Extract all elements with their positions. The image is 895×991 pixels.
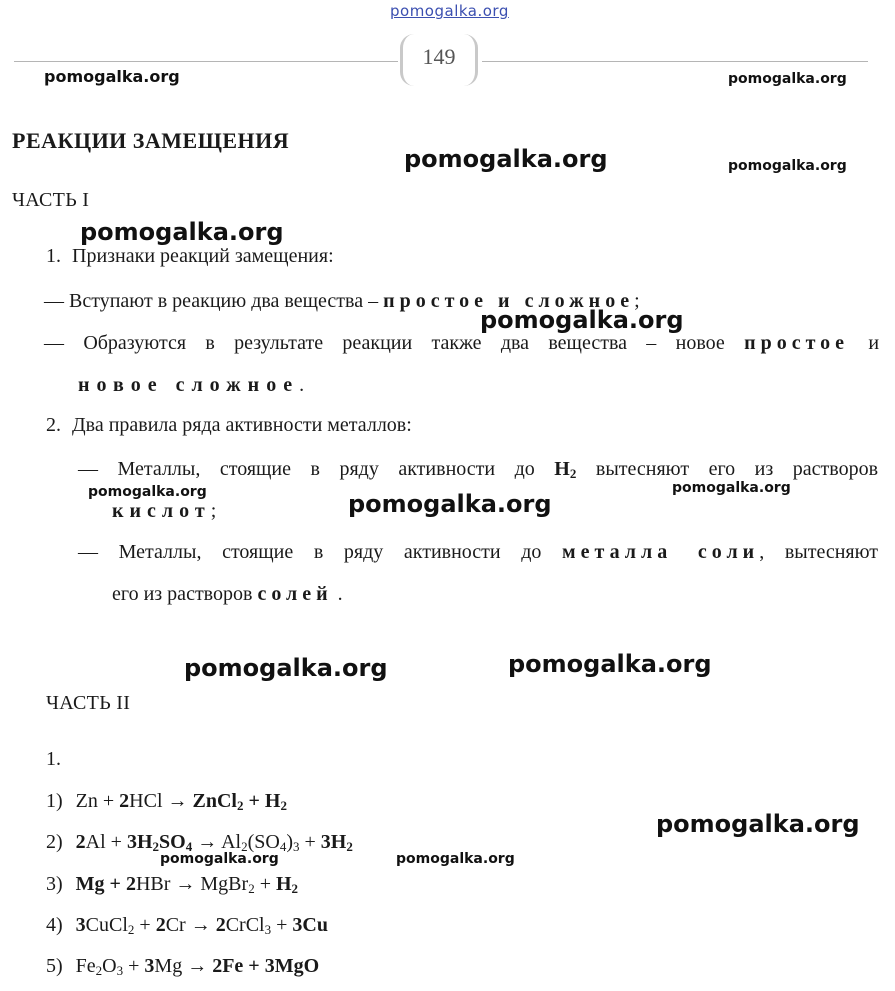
- header-rule-right: [482, 61, 868, 62]
- equation-5: [46, 955, 319, 979]
- equation-3-formula: Mg + 2HBr → MgBr$_2$ + $H_2$: [75, 873, 299, 896]
- bullet-1-dash: —: [44, 290, 64, 312]
- rule-2-answer-2: солей: [257, 583, 333, 605]
- rule-2-end: .: [337, 583, 343, 605]
- question-1: [46, 245, 334, 268]
- watermark-11: pomogalka.org: [160, 851, 279, 867]
- rule-2-text-2: , вытесняют: [759, 541, 879, 563]
- question-1-text: Признаки реакций замещения:: [72, 245, 334, 267]
- rule-1-end: ;: [210, 500, 217, 522]
- watermark-12: pomogalka.org: [396, 851, 515, 867]
- bullet-2-line-2: [78, 374, 304, 397]
- bullet-1-end: ;: [634, 290, 640, 312]
- page-number: 149: [400, 34, 478, 86]
- rule-2-dash: —: [78, 541, 98, 563]
- watermark-6: pomogalka.org: [672, 480, 791, 496]
- bullet-2-dash: —: [44, 332, 64, 354]
- equation-1: [46, 790, 287, 814]
- equation-5-number: 5): [46, 955, 63, 977]
- equation-1-number: 1): [46, 790, 63, 812]
- watermark-8: pomogalka.org: [184, 654, 388, 682]
- rule-1-h: H: [554, 458, 570, 480]
- watermark-5: pomogalka.org: [88, 484, 207, 500]
- equation-5-formula: $Fe_2O_3 + 3Mg \to 2Fe + 3MgO$: [75, 955, 320, 978]
- rule-2-text-3: его из растворов: [112, 583, 253, 605]
- question-1-number: 1.: [46, 245, 61, 267]
- rule-2-text: Металлы, стоящие в ряду активности до: [118, 541, 542, 563]
- rule-1-h-sub: 2: [569, 466, 577, 481]
- page-title: РЕАКЦИИ ЗАМЕЩЕНИЯ: [12, 128, 290, 153]
- header-rule-left: [14, 61, 398, 62]
- rule-1-text-2: вытесняют его из растворов: [595, 458, 879, 480]
- bullet-2-end: .: [299, 374, 305, 396]
- watermark-top[interactable]: pomogalka.org: [390, 2, 509, 20]
- rule-1-line-2: [112, 500, 216, 523]
- watermark-10: pomogalka.org: [656, 810, 860, 838]
- rule-2-line-1: [78, 541, 878, 564]
- equation-4: [46, 914, 328, 938]
- part1-heading: ЧАСТЬ I: [12, 189, 90, 211]
- rule-2-answer: металла соли: [562, 541, 760, 563]
- watermark-3: pomogalka.org: [80, 218, 284, 246]
- equation-4-number: 4): [46, 914, 63, 936]
- question-2-text: Два правила ряда активности металлов:: [72, 414, 412, 436]
- bullet-2-line-1: [44, 332, 879, 355]
- watermark-4: pomogalka.org: [480, 306, 684, 334]
- watermark-header-right: pomogalka.org: [728, 71, 847, 87]
- question-2: [46, 414, 412, 437]
- equation-4-formula: 3CuCl$_2$ + 2Cr → 2CrCl$_3$ + 3Cu: [75, 914, 328, 937]
- equation-3-number: 3): [46, 873, 63, 895]
- part2-heading: ЧАСТЬ II: [46, 692, 131, 714]
- watermark-7: pomogalka.org: [348, 490, 552, 518]
- rule-1-dash: —: [78, 458, 98, 480]
- bullet-2-and: и: [868, 332, 880, 354]
- watermark-2: pomogalka.org: [728, 158, 847, 174]
- watermark-header-left: pomogalka.org: [44, 67, 180, 86]
- equation-2-number: 2): [46, 831, 63, 853]
- rule-1-line-1: [78, 458, 878, 482]
- watermark-1: pomogalka.org: [404, 145, 608, 173]
- equation-2-formula: $2Al + 3H_2SO_4 \to Al_2(SO_4)_3 + 3H_2$: [75, 831, 353, 854]
- bullet-2-answer-1: простое: [744, 332, 850, 354]
- rule-1-text: Металлы, стоящие в ряду активности до: [117, 458, 535, 480]
- bullet-1-answer: простое и сложное: [383, 290, 635, 312]
- rule-1-answer: кислот: [112, 500, 211, 522]
- bullet-2-answer-2: новое сложное: [78, 374, 300, 396]
- part2-question-number: 1.: [46, 748, 61, 770]
- equation-3: [46, 873, 298, 897]
- bullet-2-text: Образуются в результате реакции также два вещества – новое: [83, 332, 725, 354]
- rule-2-line-2: [112, 583, 343, 606]
- bullet-1-text: Вступают в реакцию два вещества –: [69, 290, 379, 312]
- question-2-number: 2.: [46, 414, 61, 436]
- equation-1-formula: Zn + 2HCl → ZnCl$_2$ + $H_2$: [75, 790, 287, 813]
- watermark-9: pomogalka.org: [508, 650, 712, 678]
